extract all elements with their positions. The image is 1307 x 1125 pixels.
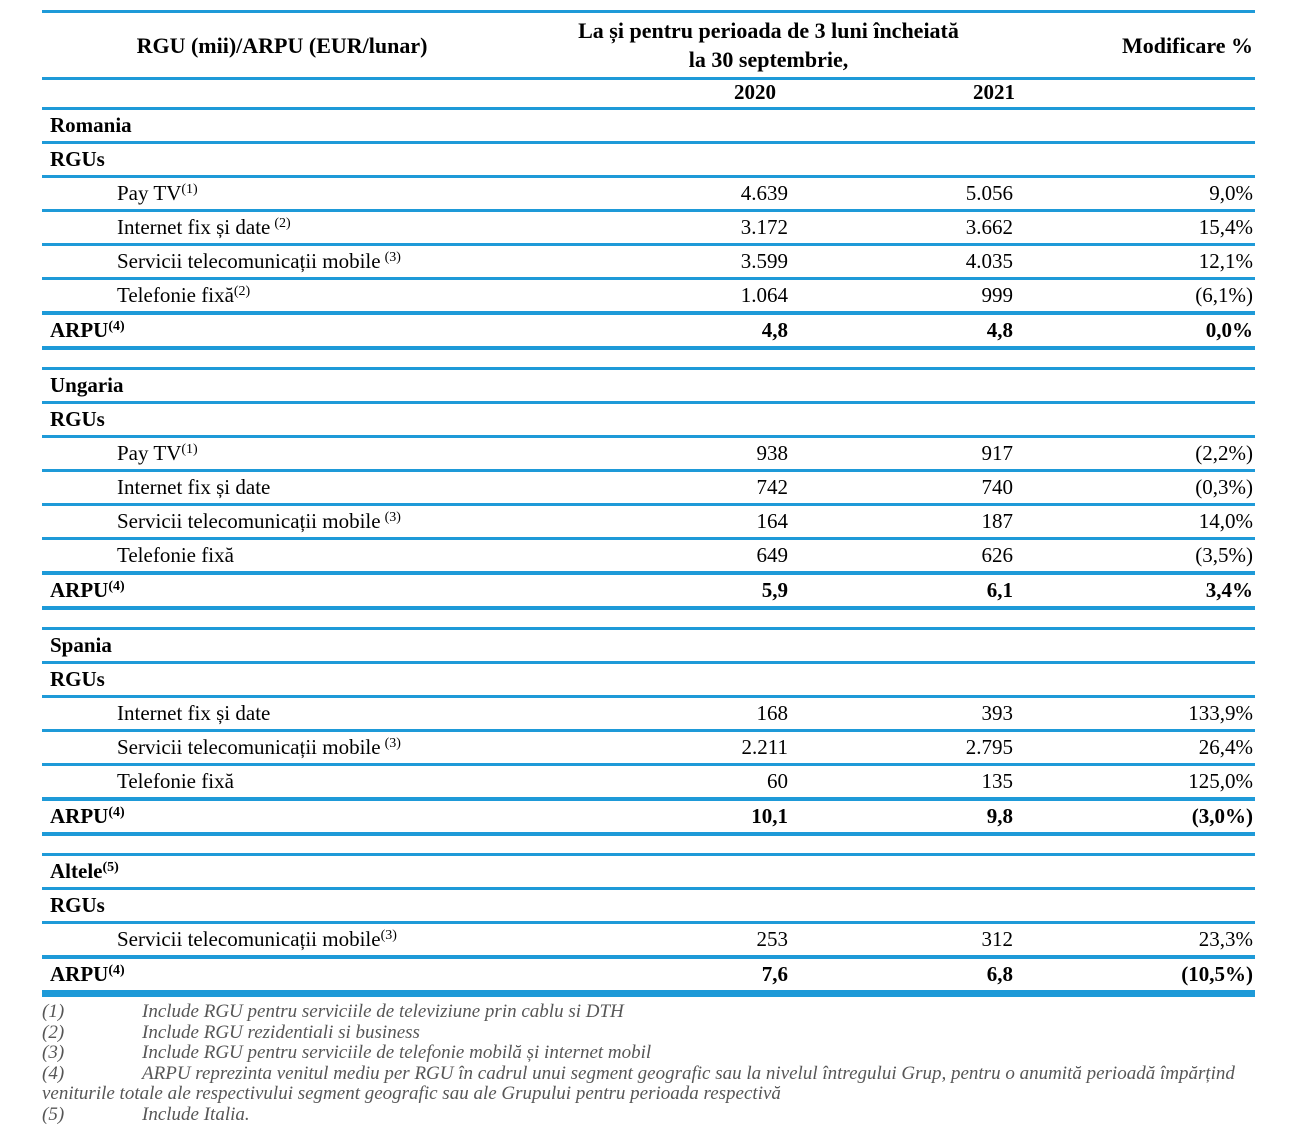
value-2020: 168 [522, 697, 790, 731]
spacer-cell [1015, 79, 1255, 109]
item-row [42, 245, 1255, 279]
period-header-line1: La și pentru perioada de 3 luni încheiată [522, 16, 1015, 45]
arpu-label-cell [42, 313, 522, 348]
item-label-sup: (3) [385, 250, 401, 265]
item-row [42, 765, 1255, 800]
item-row [42, 731, 1255, 765]
table-title: RGU (mii)/ARPU (EUR/lunar) [42, 12, 522, 79]
section-gap [42, 348, 1255, 369]
value-2021: 393 [790, 697, 1015, 731]
item-row [42, 279, 1255, 314]
arpu-value-2020: 4,8 [522, 313, 790, 348]
section-name: Romania [50, 113, 132, 137]
section-name-cell [42, 629, 1255, 663]
rgu-arpu-table [42, 10, 1255, 997]
arpu-label-cell [42, 799, 522, 834]
value-2020: 60 [522, 765, 790, 800]
value-2020: 164 [522, 505, 790, 539]
value-2021: 5.056 [790, 177, 1015, 211]
rgus-label-cell: RGUs [42, 889, 1255, 923]
item-row [42, 539, 1255, 574]
rgus-row [42, 403, 1255, 437]
value-2020: 649 [522, 539, 790, 574]
item-label-sup: (1) [181, 182, 197, 197]
arpu-label-cell [42, 957, 522, 994]
arpu-value-2021: 6,1 [790, 573, 1015, 608]
change-value: (6,1%) [1015, 279, 1255, 314]
arpu-value-2021: 6,8 [790, 957, 1015, 994]
section-gap [42, 834, 1255, 855]
footnote [42, 1002, 1255, 1023]
change-value: 125,0% [1015, 765, 1255, 800]
section-gap-cell [42, 348, 1255, 369]
section-row [42, 109, 1255, 143]
period-header [522, 12, 1015, 79]
item-row [42, 177, 1255, 211]
arpu-label-sup: (4) [108, 963, 124, 978]
arpu-change-value: 0,0% [1015, 313, 1255, 348]
value-2020: 2.211 [522, 731, 790, 765]
value-2021: 4.035 [790, 245, 1015, 279]
item-label-cell [42, 765, 522, 800]
item-label: Internet fix și date [117, 701, 270, 725]
section-name-cell [42, 855, 1255, 889]
item-label-cell [42, 505, 522, 539]
value-2020: 938 [522, 437, 790, 471]
footnote-text: Include Italia. [142, 1104, 250, 1125]
item-label-cell [42, 245, 522, 279]
item-label: Servicii telecomunicații mobile [117, 509, 381, 533]
section-row [42, 855, 1255, 889]
arpu-label: ARPU [50, 804, 108, 828]
value-2021: 3.662 [790, 211, 1015, 245]
change-value: 9,0% [1015, 177, 1255, 211]
arpu-row [42, 313, 1255, 348]
arpu-label-sup: (4) [108, 805, 124, 820]
section-row [42, 629, 1255, 663]
item-label-cell [42, 697, 522, 731]
section-gap-cell [42, 834, 1255, 855]
value-2021: 917 [790, 437, 1015, 471]
value-2020: 742 [522, 471, 790, 505]
item-label-cell [42, 923, 522, 958]
value-2021: 999 [790, 279, 1015, 314]
section-name: Altele [50, 859, 102, 883]
arpu-value-2021: 4,8 [790, 313, 1015, 348]
footnote-text: ARPU reprezinta venitul mediu per RGU în cadrul unui segment geografic sau la nivelul întregului Grup, pentru o anumită perioadă împărțind veniturile totale ale respectivului segment geografic sau ale Grupului pentru perioada respectivă [42, 1063, 1235, 1105]
value-2021: 135 [790, 765, 1015, 800]
footnote [42, 1105, 1255, 1125]
footnote-number: (3) [42, 1043, 142, 1064]
footnote-text: Include RGU rezidentiali si business [142, 1022, 420, 1043]
change-value: 12,1% [1015, 245, 1255, 279]
footnote-number: (4) [42, 1064, 142, 1085]
item-label: Internet fix și date [117, 475, 270, 499]
item-label: Telefonie fixă [117, 283, 234, 307]
value-2021: 187 [790, 505, 1015, 539]
item-label-sup: (1) [181, 442, 197, 457]
rgus-label-cell: RGUs [42, 403, 1255, 437]
change-value: 23,3% [1015, 923, 1255, 958]
value-2020: 253 [522, 923, 790, 958]
section-name-cell [42, 109, 1255, 143]
item-label-cell [42, 539, 522, 574]
value-2020: 1.064 [522, 279, 790, 314]
section-row [42, 369, 1255, 403]
rgus-row [42, 889, 1255, 923]
arpu-value-2020: 7,6 [522, 957, 790, 994]
footnote-number: (2) [42, 1023, 142, 1044]
footnote-text: Include RGU pentru serviciile de televiziune prin cablu si DTH [142, 1001, 624, 1022]
section-name-sup: (5) [102, 860, 118, 875]
item-label-cell [42, 471, 522, 505]
report-page [42, 10, 1255, 1125]
item-row [42, 923, 1255, 958]
period-header-line2: la 30 septembrie, [522, 45, 1015, 74]
arpu-change-value: (3,0%) [1015, 799, 1255, 834]
year-2020-header: 2020 [522, 79, 790, 109]
footnote [42, 1023, 1255, 1044]
item-label: Telefonie fixă [117, 543, 234, 567]
footnotes [42, 1002, 1255, 1125]
item-label-sup: (3) [385, 510, 401, 525]
arpu-label-cell [42, 573, 522, 608]
change-value: 15,4% [1015, 211, 1255, 245]
footnote-number: (5) [42, 1105, 142, 1125]
arpu-label-sup: (4) [108, 579, 124, 594]
item-row [42, 211, 1255, 245]
change-column-header: Modificare % [1015, 12, 1255, 79]
section-name-cell [42, 369, 1255, 403]
footnote-text: Include RGU pentru serviciile de telefonie mobilă și internet mobil [142, 1042, 651, 1063]
arpu-label: ARPU [50, 962, 108, 986]
change-value: (3,5%) [1015, 539, 1255, 574]
value-2021: 2.795 [790, 731, 1015, 765]
item-label-cell [42, 279, 522, 314]
table-header-row [42, 12, 1255, 79]
item-label-sup: (2) [234, 284, 250, 299]
item-label: Servicii telecomunicații mobile [117, 927, 381, 951]
section-gap-cell [42, 608, 1255, 629]
item-label-cell [42, 211, 522, 245]
arpu-row [42, 957, 1255, 994]
arpu-label: ARPU [50, 578, 108, 602]
section-name: Ungaria [50, 373, 124, 397]
item-label-cell [42, 177, 522, 211]
value-2020: 3.172 [522, 211, 790, 245]
arpu-label-sup: (4) [108, 319, 124, 334]
item-label: Internet fix și date [117, 215, 270, 239]
years-header-row [42, 79, 1255, 109]
value-2020: 3.599 [522, 245, 790, 279]
item-label: Servicii telecomunicații mobile [117, 735, 381, 759]
item-label-sup: (2) [274, 216, 290, 231]
rgus-row [42, 143, 1255, 177]
arpu-label: ARPU [50, 318, 108, 342]
section-name: Spania [50, 633, 112, 657]
item-row [42, 505, 1255, 539]
change-value: 14,0% [1015, 505, 1255, 539]
item-row [42, 437, 1255, 471]
arpu-value-2021: 9,8 [790, 799, 1015, 834]
item-label-cell [42, 731, 522, 765]
item-label: Pay TV [117, 441, 181, 465]
item-label-sup: (3) [385, 736, 401, 751]
value-2021: 312 [790, 923, 1015, 958]
item-label-sup: (3) [381, 928, 397, 943]
footnote [42, 1043, 1255, 1064]
year-2021-header: 2021 [790, 79, 1015, 109]
arpu-row [42, 573, 1255, 608]
arpu-change-value: (10,5%) [1015, 957, 1255, 994]
item-label: Telefonie fixă [117, 769, 234, 793]
change-value: 133,9% [1015, 697, 1255, 731]
rgus-row [42, 663, 1255, 697]
value-2021: 740 [790, 471, 1015, 505]
arpu-change-value: 3,4% [1015, 573, 1255, 608]
spacer-cell [42, 79, 522, 109]
rgus-label-cell: RGUs [42, 663, 1255, 697]
rgus-label-cell: RGUs [42, 143, 1255, 177]
section-gap [42, 608, 1255, 629]
item-row [42, 697, 1255, 731]
footnote [42, 1064, 1255, 1105]
footnote-number: (1) [42, 1002, 142, 1023]
item-label: Pay TV [117, 181, 181, 205]
item-label: Servicii telecomunicații mobile [117, 249, 381, 273]
arpu-row [42, 799, 1255, 834]
arpu-value-2020: 10,1 [522, 799, 790, 834]
item-label-cell [42, 437, 522, 471]
value-2021: 626 [790, 539, 1015, 574]
arpu-value-2020: 5,9 [522, 573, 790, 608]
change-value: (2,2%) [1015, 437, 1255, 471]
value-2020: 4.639 [522, 177, 790, 211]
change-value: (0,3%) [1015, 471, 1255, 505]
change-value: 26,4% [1015, 731, 1255, 765]
item-row [42, 471, 1255, 505]
